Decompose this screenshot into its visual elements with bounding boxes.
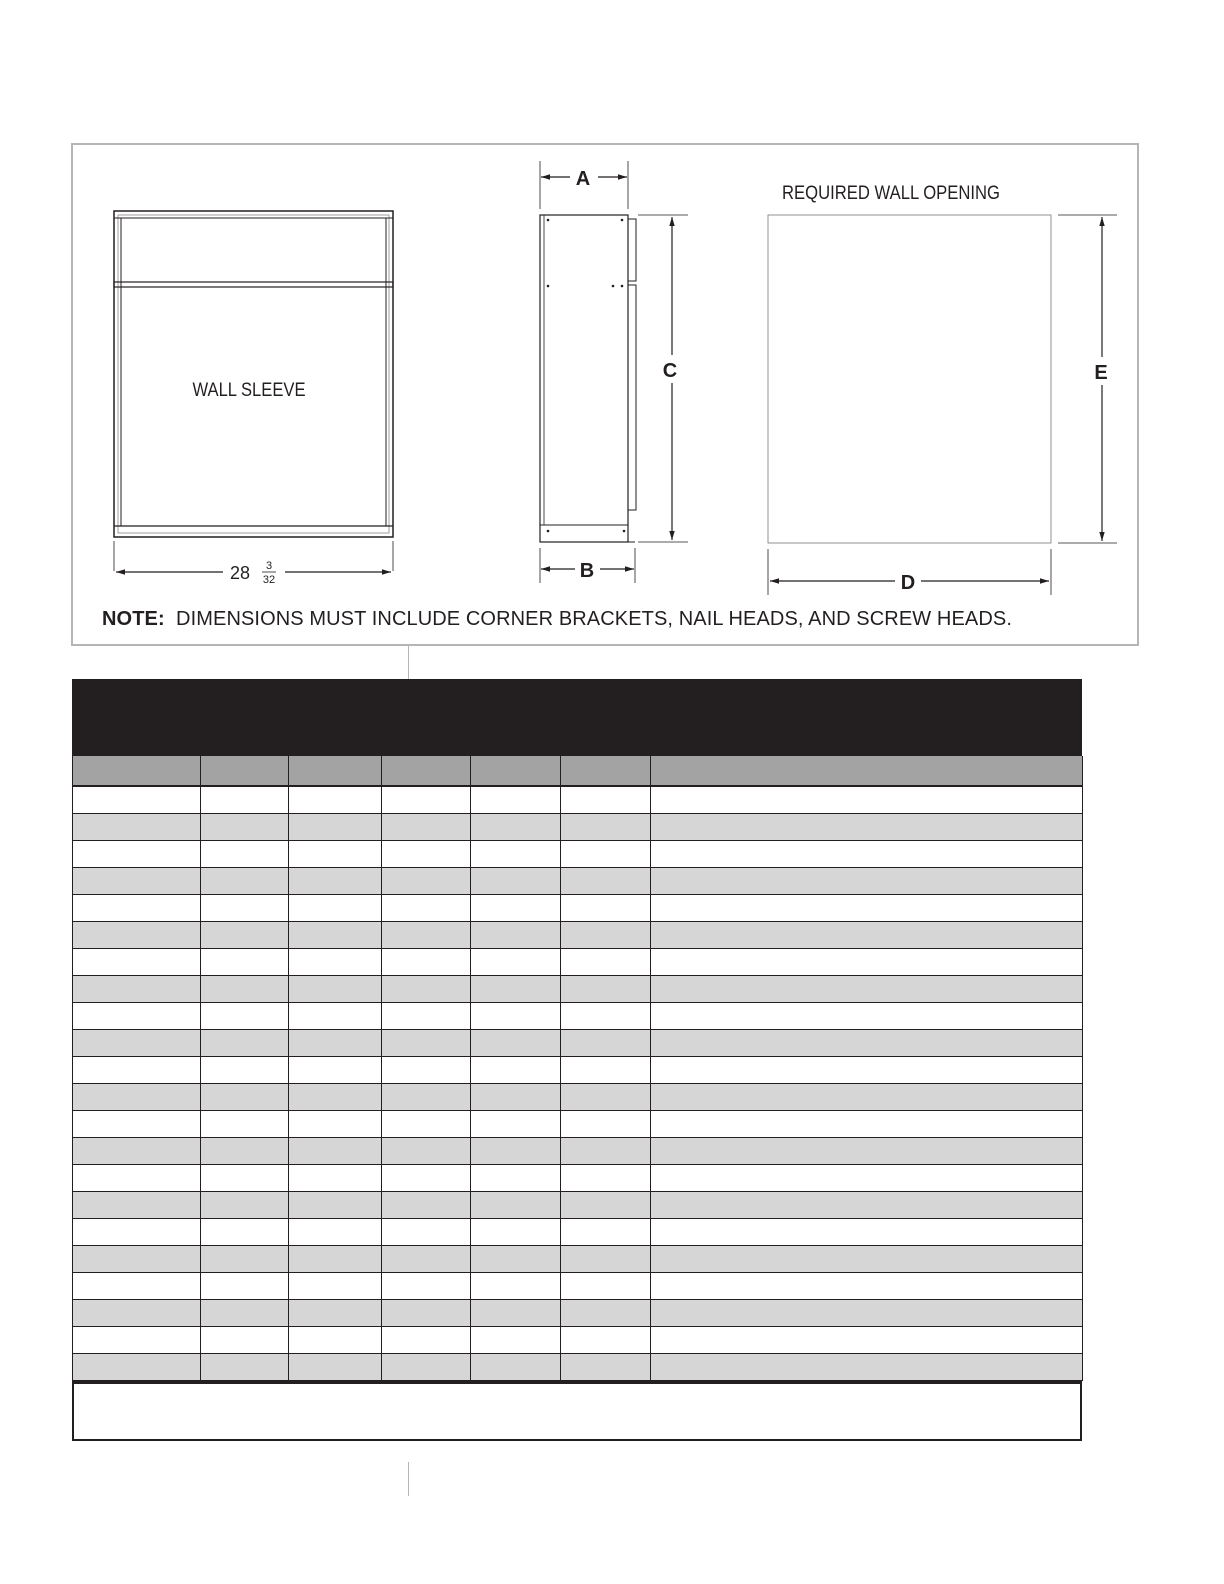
table-row: [73, 786, 1083, 814]
table-cell: [382, 1327, 471, 1354]
table-cell: [201, 1219, 289, 1246]
table-cell: [289, 1246, 382, 1273]
table-cell: [201, 1084, 289, 1111]
table-row: [73, 1327, 1083, 1354]
wall-opening-rect: [768, 215, 1117, 595]
table-cell: [201, 1246, 289, 1273]
table-cell: [289, 1165, 382, 1192]
table-cell: [201, 1327, 289, 1354]
header-cell: [73, 756, 201, 786]
table-row: [73, 868, 1083, 895]
table-cell: [73, 1246, 201, 1273]
table-cell: [651, 841, 1083, 868]
table-row: [73, 1219, 1083, 1246]
table-header-row: [73, 756, 1083, 786]
table-cell: [382, 1003, 471, 1030]
spec-grid: [72, 756, 1083, 1381]
header-cell: [289, 756, 382, 786]
table-cell: [73, 814, 201, 841]
note-text: DIMENSIONS MUST INCLUDE CORNER BRACKETS, NAIL HEADS, AND SCREW HEADS.: [176, 608, 1012, 630]
dimension-b-label: B: [579, 560, 595, 582]
table-cell: [289, 1084, 382, 1111]
table-cell: [651, 1084, 1083, 1111]
dimension-c: [663, 217, 677, 540]
table-cell: [382, 1138, 471, 1165]
table-cell: [382, 1192, 471, 1219]
table-cell: [651, 1057, 1083, 1084]
table-cell: [289, 895, 382, 922]
table-cell: [73, 1165, 201, 1192]
wall-sleeve-diagram: [73, 145, 1141, 648]
table-cell: [471, 1111, 561, 1138]
table-cell: [382, 1084, 471, 1111]
table-cell: [471, 1057, 561, 1084]
header-cell: [382, 756, 471, 786]
table-cell: [382, 841, 471, 868]
dimension-d: [770, 572, 1049, 594]
table-cell: [382, 976, 471, 1003]
table-cell: [651, 1192, 1083, 1219]
guide-line-top: [408, 646, 409, 679]
table-row: [73, 1165, 1083, 1192]
diagram-panel: [71, 143, 1139, 646]
table-cell: [289, 976, 382, 1003]
table-cell: [201, 1165, 289, 1192]
table-cell: [201, 1300, 289, 1327]
header-cell: [651, 756, 1083, 786]
table-cell: [471, 976, 561, 1003]
table-cell: [471, 922, 561, 949]
dimension-c-label: C: [662, 360, 678, 382]
table-cell: [289, 1030, 382, 1057]
table-cell: [561, 841, 651, 868]
table-row: [73, 814, 1083, 841]
table-cell: [651, 1273, 1083, 1300]
table-cell: [651, 1003, 1083, 1030]
table-cell: [289, 1327, 382, 1354]
table-cell: [289, 1057, 382, 1084]
side-view-screws: [547, 219, 626, 533]
table-cell: [561, 786, 651, 814]
table-cell: [561, 1003, 651, 1030]
table-cell: [289, 1003, 382, 1030]
header-cell: [471, 756, 561, 786]
table-cell: [471, 1084, 561, 1111]
table-cell: [471, 1273, 561, 1300]
table-cell: [561, 1057, 651, 1084]
table-row: [73, 1300, 1083, 1327]
table-cell: [382, 1354, 471, 1381]
table-cell: [201, 1354, 289, 1381]
table-cell: [651, 786, 1083, 814]
table-cell: [651, 949, 1083, 976]
table-row: [73, 1030, 1083, 1057]
table-cell: [289, 841, 382, 868]
table-cell: [471, 1165, 561, 1192]
table-cell: [289, 786, 382, 814]
table-cell: [289, 1273, 382, 1300]
dimensions-note: [102, 608, 1012, 631]
table-cell: [471, 895, 561, 922]
table-cell: [651, 1138, 1083, 1165]
table-cell: [382, 1219, 471, 1246]
header-cell: [561, 756, 651, 786]
table-cell: [561, 976, 651, 1003]
table-cell: [73, 895, 201, 922]
table-cell: [651, 922, 1083, 949]
table-cell: [382, 814, 471, 841]
table-cell: [201, 1192, 289, 1219]
table-cell: [201, 1030, 289, 1057]
table-cell: [201, 1273, 289, 1300]
table-cell: [561, 1030, 651, 1057]
table-cell: [651, 1327, 1083, 1354]
table-cell: [471, 1300, 561, 1327]
dimension-a: [541, 168, 627, 190]
table-row: [73, 1003, 1083, 1030]
table-cell: [651, 1030, 1083, 1057]
table-cell: [471, 841, 561, 868]
table-cell: [201, 814, 289, 841]
table-cell: [382, 1057, 471, 1084]
table-cell: [289, 922, 382, 949]
table-cell: [382, 949, 471, 976]
table-cell: [73, 1111, 201, 1138]
table-cell: [382, 868, 471, 895]
table-row: [73, 1084, 1083, 1111]
table-cell: [471, 1192, 561, 1219]
table-cell: [382, 922, 471, 949]
table-cell: [471, 814, 561, 841]
table-cell: [471, 786, 561, 814]
table-cell: [201, 976, 289, 1003]
table-cell: [561, 1138, 651, 1165]
table-cell: [73, 786, 201, 814]
table-cell: [289, 1192, 382, 1219]
table-cell: [73, 1057, 201, 1084]
table-cell: [289, 1111, 382, 1138]
dimension-a-label: A: [575, 168, 591, 190]
table-cell: [201, 1057, 289, 1084]
table-cell: [73, 1030, 201, 1057]
table-cell: [561, 1219, 651, 1246]
table-cell: [561, 1327, 651, 1354]
table-cell: [201, 1138, 289, 1165]
wall-sleeve-label: WALL SLEEVE: [192, 380, 306, 401]
table-cell: [382, 1030, 471, 1057]
table-cell: [561, 922, 651, 949]
table-cell: [651, 895, 1083, 922]
table-cell: [289, 1354, 382, 1381]
table-cell: [73, 868, 201, 895]
table-row: [73, 1273, 1083, 1300]
table-cell: [561, 814, 651, 841]
table-cell: [201, 949, 289, 976]
width-fraction-numerator: 3: [265, 560, 273, 572]
table-row: [73, 922, 1083, 949]
table-cell: [382, 1300, 471, 1327]
table-cell: [651, 1300, 1083, 1327]
table-cell: [73, 976, 201, 1003]
table-cell: [73, 1300, 201, 1327]
table-cell: [471, 868, 561, 895]
table-cell: [73, 922, 201, 949]
table-cell: [289, 1138, 382, 1165]
table-cell: [201, 922, 289, 949]
dimension-b: [541, 560, 634, 582]
table-cell: [289, 1219, 382, 1246]
table-cell: [201, 1003, 289, 1030]
table-cell: [382, 1165, 471, 1192]
specification-table: [72, 679, 1082, 1441]
table-cell: [651, 1165, 1083, 1192]
table-cell: [471, 1030, 561, 1057]
table-row: [73, 1192, 1083, 1219]
table-cell: [561, 1084, 651, 1111]
table-cell: [651, 1219, 1083, 1246]
table-cell: [471, 1003, 561, 1030]
table-cell: [382, 1111, 471, 1138]
table-cell: [561, 1192, 651, 1219]
table-title-band: [72, 679, 1082, 756]
table-cell: [651, 976, 1083, 1003]
table-cell: [73, 949, 201, 976]
width-fraction-denominator: 32: [262, 574, 276, 586]
table-cell: [471, 949, 561, 976]
table-row: [73, 949, 1083, 976]
table-cell: [289, 868, 382, 895]
width-dimension: [116, 560, 391, 586]
wall-opening-label: REQUIRED WALL OPENING: [782, 183, 1000, 204]
table-footer: [72, 1381, 1082, 1441]
table-cell: [471, 1327, 561, 1354]
table-row: [73, 1246, 1083, 1273]
table-cell: [382, 895, 471, 922]
dimension-e-label: E: [1094, 362, 1108, 384]
width-whole: 28: [229, 563, 251, 583]
table-cell: [471, 1138, 561, 1165]
table-cell: [471, 1219, 561, 1246]
note-label: NOTE:: [102, 608, 165, 630]
table-cell: [561, 868, 651, 895]
table-row: [73, 976, 1083, 1003]
table-cell: [651, 1111, 1083, 1138]
table-cell: [651, 814, 1083, 841]
table-row: [73, 841, 1083, 868]
table-cell: [651, 1354, 1083, 1381]
table-row: [73, 1057, 1083, 1084]
dimension-e: [1094, 217, 1107, 541]
table-row: [73, 1111, 1083, 1138]
table-cell: [289, 949, 382, 976]
table-cell: [201, 786, 289, 814]
table-cell: [201, 895, 289, 922]
table-cell: [651, 1246, 1083, 1273]
table-cell: [201, 868, 289, 895]
table-cell: [289, 1300, 382, 1327]
table-cell: [382, 786, 471, 814]
table-cell: [289, 814, 382, 841]
table-cell: [561, 1246, 651, 1273]
table-cell: [561, 1300, 651, 1327]
table-cell: [561, 949, 651, 976]
table-cell: [73, 1273, 201, 1300]
table-row: [73, 1354, 1083, 1381]
table-row: [73, 1138, 1083, 1165]
table-cell: [561, 1273, 651, 1300]
header-cell: [201, 756, 289, 786]
table-cell: [73, 1354, 201, 1381]
table-cell: [471, 1246, 561, 1273]
table-cell: [561, 1111, 651, 1138]
table-cell: [382, 1273, 471, 1300]
table-row: [73, 895, 1083, 922]
table-cell: [471, 1354, 561, 1381]
table-cell: [73, 1003, 201, 1030]
table-cell: [382, 1246, 471, 1273]
table-cell: [73, 1084, 201, 1111]
table-cell: [73, 1219, 201, 1246]
table-cell: [73, 1192, 201, 1219]
table-cell: [201, 841, 289, 868]
table-cell: [201, 1111, 289, 1138]
table-cell: [561, 1165, 651, 1192]
table-cell: [561, 895, 651, 922]
table-cell: [73, 1327, 201, 1354]
table-cell: [73, 841, 201, 868]
dimension-d-label: D: [900, 572, 916, 594]
table-cell: [561, 1354, 651, 1381]
guide-line-bottom: [408, 1462, 409, 1496]
table-cell: [73, 1138, 201, 1165]
table-cell: [651, 868, 1083, 895]
